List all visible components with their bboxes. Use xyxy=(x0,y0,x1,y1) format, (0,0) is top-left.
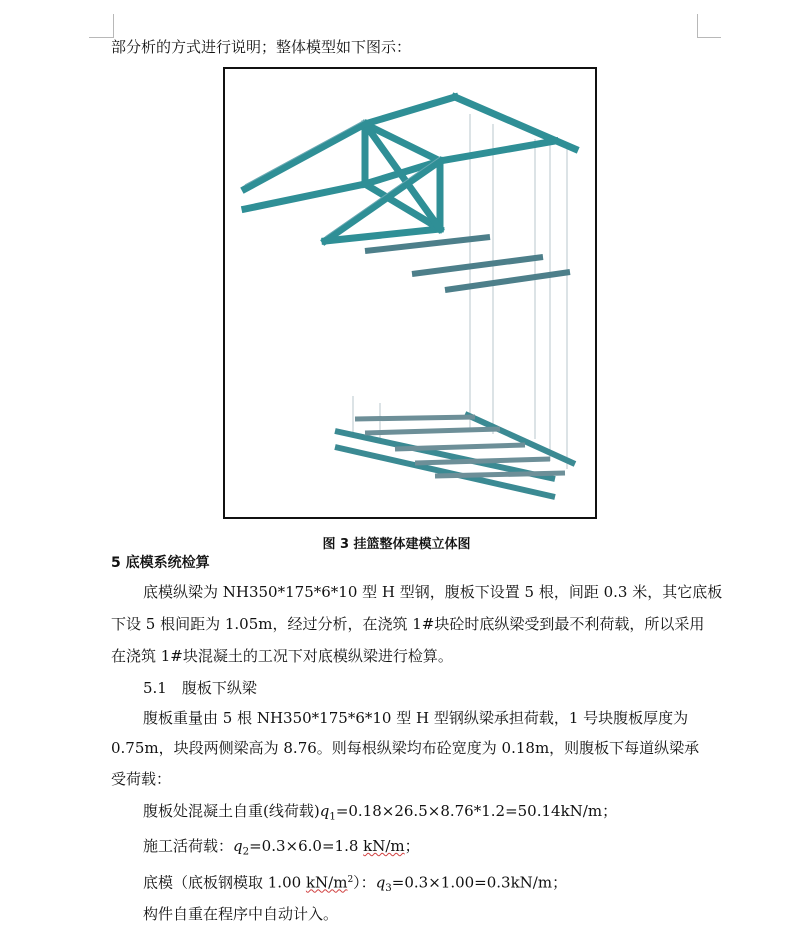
load-unit: kN/m xyxy=(305,873,348,892)
q-symbol: q xyxy=(319,802,330,820)
load-label: 底模（底板钢模取 1.00 xyxy=(143,873,306,892)
self-weight-line: 构件自重在程序中自动计入。 xyxy=(143,905,339,923)
unit-superscript: 2 xyxy=(347,875,354,885)
sub-heading: 5.1 腹板下纵梁 xyxy=(143,679,257,697)
q-subscript: 3 xyxy=(385,882,392,894)
crop-mark-left xyxy=(89,37,113,38)
load-formula: =0.18×26.5×8.76*1.2=50.14kN/m； xyxy=(335,802,618,820)
paragraph-line: 下设 5 根间距为 1.05m，经过分析，在浇筑 1#块砼时底纵梁受到最不利荷载，所以采用 xyxy=(111,615,705,633)
figure-3d-model xyxy=(223,67,597,519)
load-mid: ）： xyxy=(353,873,376,892)
section-heading: 5 底模系统检算 xyxy=(111,555,210,571)
intro-line: 部分析的方式进行说明；整体模型如下图示： xyxy=(111,38,412,56)
crop-mark-right xyxy=(697,14,698,38)
load-q3-line xyxy=(143,870,567,899)
paragraph-line: 在浇筑 1#块混凝土的工况下对底模纵梁进行检算。 xyxy=(111,647,453,665)
load-q2-line xyxy=(143,836,420,863)
paragraph-line: 腹板重量由 5 根 NH350*175*6*10 型 H 型钢纵梁承担荷载，1 号块腹板厚度为 xyxy=(143,709,689,727)
hanging-basket-model-drawing xyxy=(225,69,595,517)
lower-cross-beams xyxy=(365,237,570,290)
crop-mark-right xyxy=(697,37,721,38)
q-subscript: 2 xyxy=(242,846,250,858)
load-q1-line xyxy=(143,801,617,828)
load-formula: =0.3×6.0=1.8 xyxy=(249,837,364,855)
q-symbol: q xyxy=(233,837,243,855)
load-label: 施工活荷载： xyxy=(143,837,234,855)
crop-mark-left xyxy=(113,14,114,38)
paragraph-line: 受荷载： xyxy=(111,770,172,788)
load-unit: kN/m xyxy=(363,837,405,855)
upper-frame xyxy=(245,97,575,241)
load-label: 腹板处混凝土自重(线荷载) xyxy=(143,802,320,820)
load-formula: =0.3×1.00=0.3kN/m； xyxy=(391,873,568,892)
figure-caption: 图 3 挂篮整体建模立体图 xyxy=(322,537,471,552)
paragraph-line: 0.75m，块段两侧梁高为 8.76。则每根纵梁均布砼宽度为 0.18m，则腹板下每道纵梁承 xyxy=(111,739,700,757)
q-symbol: q xyxy=(375,873,386,892)
load-suffix: ； xyxy=(404,837,420,855)
q-subscript: 1 xyxy=(329,811,336,823)
paragraph-line: 底模纵梁为 NH350*175*6*10 型 H 型钢，腹板下设置 5 根，间距 0.3 米，其它底板 xyxy=(143,583,723,601)
bottom-platform xyxy=(335,414,575,497)
